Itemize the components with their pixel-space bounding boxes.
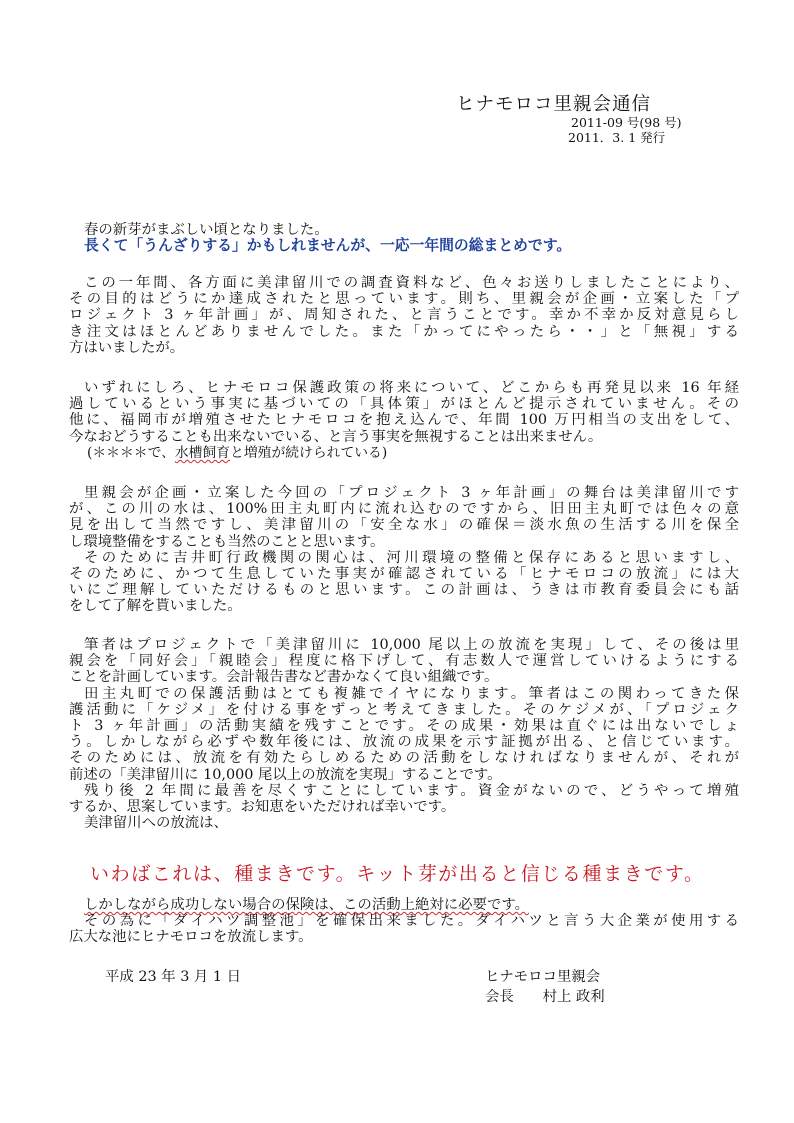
- text-line: が、この川の水は、100%田主丸町内に流れ込むのですから、旧田主丸町では色々の意: [69, 501, 739, 518]
- signature-date: 平成 23 年 3 月 1 日: [105, 969, 242, 985]
- note-prefix: (＊＊＊＊で、: [87, 444, 175, 461]
- text-line: 護活動に「ケジメ」を付ける事をずっと考えてきました。そのケジメが、「プロジェク: [69, 701, 739, 718]
- text-line: ロジェクト 3 ヶ年計画」が、周知された、と言うことです。幸か不幸か反対意見らし: [69, 307, 739, 324]
- note-suffix: と増殖が続けられている): [230, 444, 388, 461]
- president-name: 会長 村上 政利: [485, 989, 605, 1005]
- text-line: この一年間、各方面に美津留川での調査資料など、色々お送りしましたことにより、: [84, 275, 739, 291]
- text-line: 親会を「同好会」「親睦会」程度に格下げして、有志数人で運営していけるようにする: [69, 653, 739, 670]
- text-line: をして了解を貰いました。: [69, 598, 242, 615]
- text-line: し環境整備をすることも当然のことと思います。: [69, 533, 385, 550]
- text-line: するか、思案しています。お知恵をいただければ幸いです。: [69, 798, 456, 815]
- text-line: 前述の「美津留川に 10,000 尾以上の放流を実現」することです。: [69, 766, 502, 783]
- text-line: 方はいましたが。: [69, 339, 185, 356]
- text-line: 過しているという事実に基づいての「具体策」がほとんど提示されていません。その: [69, 396, 739, 413]
- paragraph-4: [69, 637, 739, 831]
- text-line: そのために吉井町行政機関の関心は、河川環境の整備と保存にあると思いますし、: [84, 549, 739, 566]
- issue-date: 2011．3. 1 発行: [568, 130, 666, 145]
- greeting-emphasis: 長くて「うんざりする」かもしれませんが、一応一年間の総まとめです。: [84, 237, 572, 255]
- text-line: 今なおどうすることも出来ないでいる、と言う事実を無視することは出来ません。: [69, 428, 603, 445]
- text-line: その目的はどうにか達成されたと思っています。則ち、里親会が企画・立案した「プ: [69, 291, 739, 308]
- text-line: 里親会が企画・立案した今回の「プロジェクト 3 ヶ年計画」の舞台は美津留川です: [84, 485, 739, 501]
- text-line: 他に、福岡市が増殖させたヒナモロコを抱え込んで、年間 100 万円相当の支出をして、: [69, 412, 739, 429]
- text-line: しかしながら成功しない場合の保険は、この活動上絶対に必要です。: [84, 897, 529, 913]
- issue-number: 2011-09 号(98 号): [571, 115, 682, 130]
- text-line: 田主丸町での保護活動はとても複雑でイヤになります。筆者はこの関わってきた保: [84, 685, 739, 702]
- newsletter-title: ヒナモロコ里親会通信: [456, 94, 652, 115]
- greeting: [69, 222, 739, 254]
- text-line: そのためには、放流を有効たらしめるための活動をしなければなりませんが、それが: [69, 750, 739, 767]
- text-line: う。しかしながら必ずや数年後には、放流の成果を示す証拠が出る、と信じています。: [69, 734, 739, 751]
- text-line: その為に「ダイハツ調整池」を確保出来ました。ダイハツと言う大企業が使用する: [84, 913, 739, 930]
- text-line: 広大な池にヒナモロコを放流します。: [69, 929, 313, 946]
- parenthetical-note: [69, 445, 739, 461]
- text-line: 美津留川への放流は、: [84, 815, 228, 832]
- text-line: 残り後 2 年間に最善を尽くすことにしています。資金がないので、どうやって増殖: [84, 782, 739, 799]
- paragraph-2: [69, 380, 739, 461]
- text-line: そのために、かつて生息していた事実が確認されている「ヒナモロコの放流」には大: [69, 565, 739, 582]
- text-line: いにご理解していただけるものと思います。この計画は、うきは市教育委員会にも話: [69, 582, 739, 599]
- paragraph-1: [69, 275, 739, 356]
- note-marked-word: 水槽飼育: [174, 444, 231, 461]
- text-line: 筆者はプロジェクトで「美津留川に 10,000 尾以上の放流を実現」して、その後は里: [84, 637, 739, 653]
- text-line: 見を出して当然ですし、美津留川の「安全な水」の確保＝淡水魚の生活する川を保全: [69, 517, 739, 534]
- highlight-statement: いわばこれは、種まきです。キット芽が出ると信じる種まきです。: [90, 863, 705, 885]
- text-line: ことを計画しています。会計報告書など書かなくて良い組織です。: [69, 669, 499, 686]
- greeting-line: 春の新芽がまぶしい頃となりました。: [84, 222, 329, 238]
- organization-name: ヒナモロコ里親会: [485, 969, 601, 985]
- text-line: いずれにしろ、ヒナモロコ保護政策の将来について、どこからも再発見以来 16 年経: [84, 380, 739, 396]
- paragraph-5: [69, 897, 739, 946]
- paragraph-3: [69, 485, 739, 615]
- text-line: き注文はほとんどありませんでした。また「かってにやったら・・」と「無視」する: [69, 323, 739, 340]
- text-line: ト 3 ヶ年計画」の活動実績を残すことです。その成果・効果は直ぐには出ないでしょ: [69, 717, 739, 734]
